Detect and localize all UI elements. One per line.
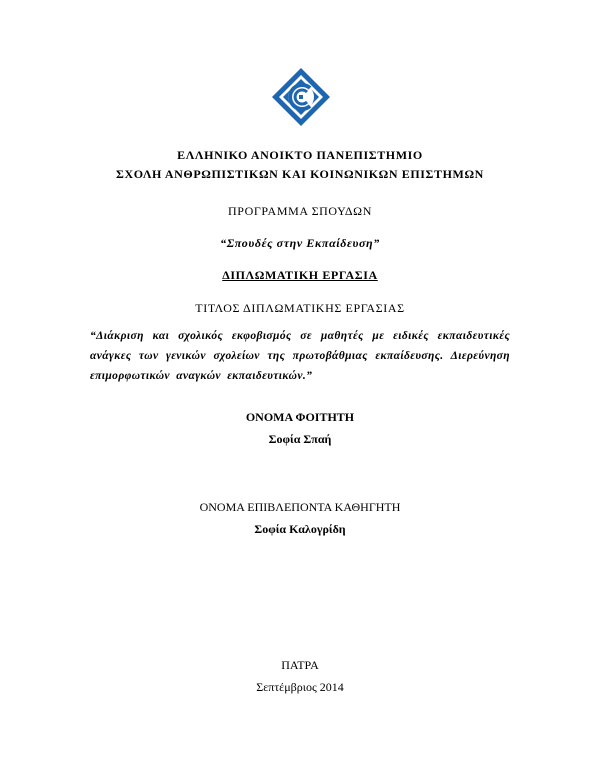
student-name: Σοφία Σπαή xyxy=(268,432,332,446)
thesis-heading: ΔΙΠΛΩΜΑΤΙΚΗ ΕΡΓΑΣΙΑ xyxy=(222,268,378,282)
supervisor-label: ΟΝΟΜΑ ΕΠΙΒΛΕΠΟΝΤΑ ΚΑΘΗΓΗΤΗ xyxy=(199,500,401,514)
city: ΠΑΤΡΑ xyxy=(281,658,319,672)
student-label: ΟΝΟΜΑ ΦΟΙΤΗΤΗ xyxy=(245,410,355,424)
supervisor-name: Σοφία Καλογρίδη xyxy=(254,522,346,536)
university-name: ΕΛΛΗΝΙΚΟ ΑΝΟΙΚΤΟ ΠΑΝΕΠΙΣΤΗΜΙΟ xyxy=(177,148,423,162)
university-logo-icon xyxy=(270,66,332,128)
school-name: ΣΧΟΛΗ ΑΝΘΡΩΠΙΣΤΙΚΩΝ ΚΑΙ ΚΟΙΝΩΝΙΚΩΝ ΕΠΙΣΤΗΜΩΝ xyxy=(116,167,484,181)
thesis-title: “Διάκριση και σχολικός εκφοβισμός σε μαθητές με ειδικές εκπαιδευτικές ανάγκες των γενικών σχολείων της πρωτοβάθμιας εκπαίδευσης. Διερεύνηση επιμορφωτικών αναγκών εκπαιδευτικών.” xyxy=(90,330,510,382)
program-name: “Σπουδές στην Εκπαίδευση” xyxy=(220,236,380,250)
date: Σεπτέμβριος 2014 xyxy=(256,680,344,694)
thesis-title-label: ΤΙΤΛΟΣ ΔΙΠΛΩΜΑΤΙΚΗΣ ΕΡΓΑΣΙΑΣ xyxy=(195,301,405,315)
program-label: ΠΡΟΓΡΑΜΜΑ ΣΠΟΥΔΩΝ xyxy=(228,204,372,218)
